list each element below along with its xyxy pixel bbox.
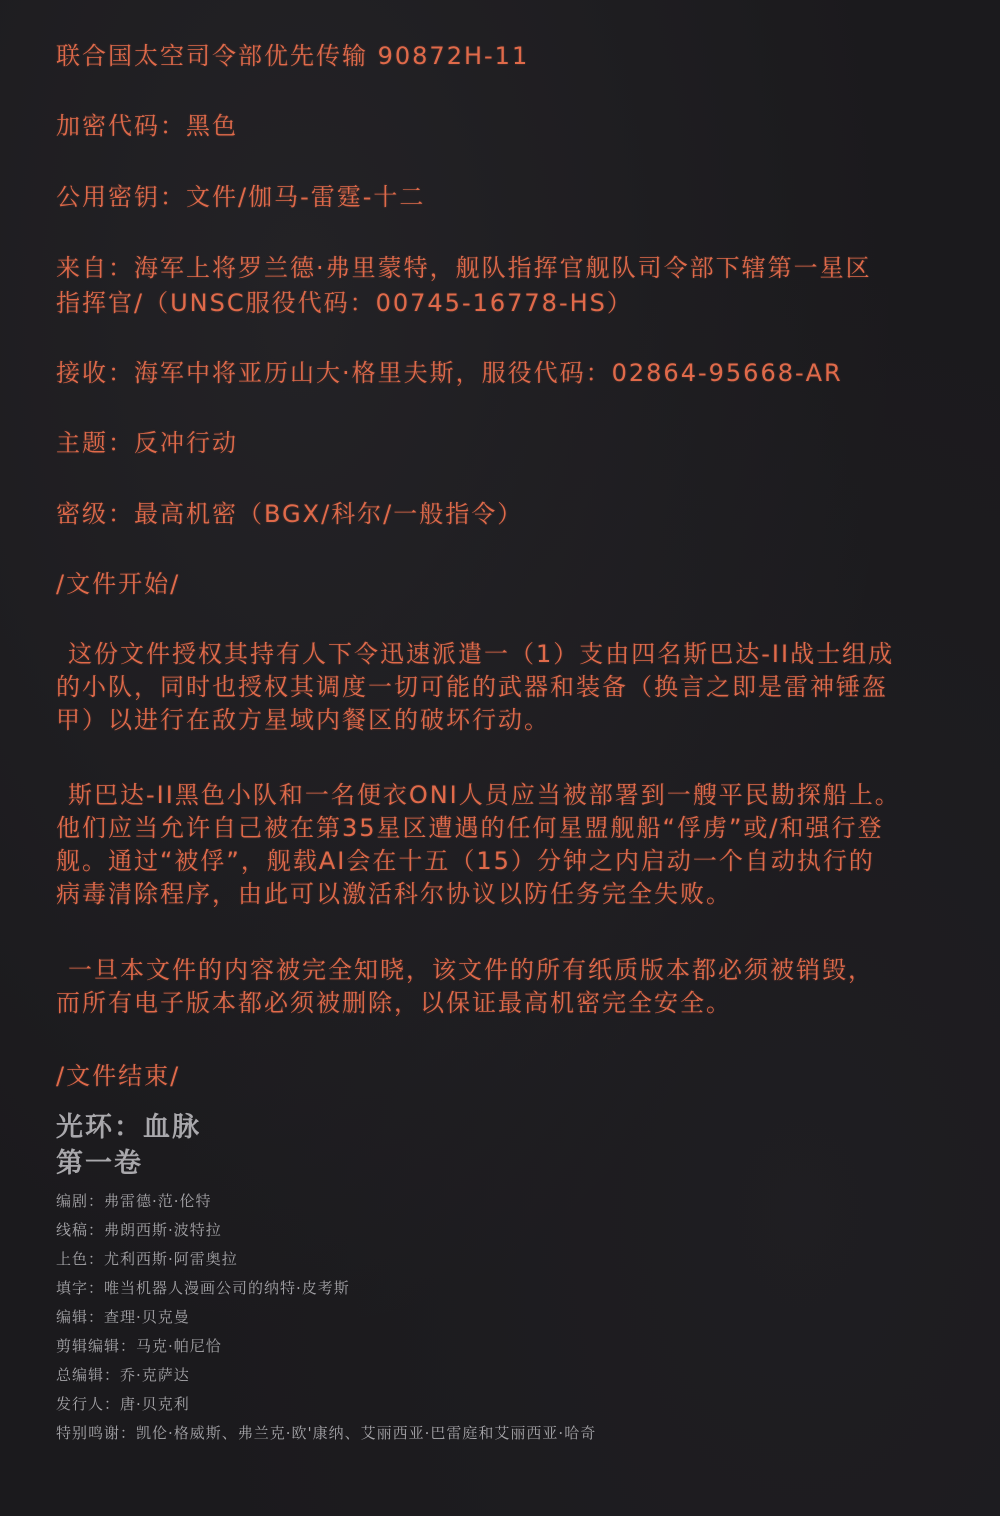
body-paragraph-3 (56, 954, 936, 1020)
from-line: 来自：海军上将罗兰德·弗里蒙特，舰队指挥官舰队司令部下辖第一星区 (56, 254, 872, 282)
to-line: 接收：海军中将亚历山大·格里夫斯，服役代码：02864-95668-AR (56, 359, 843, 387)
credit-writer: 编剧：弗雷德·范·伦特 (56, 1192, 212, 1210)
classification-line: 密级：最高机密（BGX/科尔/一般指令） (56, 500, 524, 528)
paragraph-line: 的小队，同时也授权其调度一切可能的武器和装备（换言之即是雷神锤盔 (56, 673, 888, 701)
paragraph-line: 他们应当允许自己被在第35星区遭遇的任何星盟舰船“俘虏”或/和强行登 (56, 814, 884, 842)
body-paragraph-1 (56, 638, 936, 737)
credit-special-thanks: 特别鸣谢：凯伦·格威斯、弗兰克·欧'康纳、艾丽西亚·巴雷庭和艾丽西亚·哈奇 (56, 1424, 597, 1442)
subject-line: 主题：反冲行动 (56, 429, 238, 457)
book-title: 光环：血脉 (56, 1112, 201, 1143)
public-key-line: 公用密钥：文件/伽马-雷霆-十二 (56, 183, 426, 211)
paragraph-line: 舰。通过“被俘”，舰载AI会在十五（15）分钟之内启动一个自动执行的 (56, 847, 875, 875)
credit-pencils: 线稿：弗朗西斯·波特拉 (56, 1221, 222, 1239)
credit-colors: 上色：尤利西斯·阿雷奥拉 (56, 1250, 238, 1268)
from-line-continued: 指挥官/（UNSC服役代码：00745-16778-HS） (56, 289, 633, 317)
paragraph-line: 这份文件授权其持有人下令迅速派遣一（1）支由四名斯巴达-II战士组成 (68, 640, 895, 668)
document-end-marker: /文件结束/ (56, 1062, 181, 1090)
credit-assistant-editor: 剪辑编辑：马克·帕尼恰 (56, 1337, 222, 1355)
credits-block (56, 1110, 956, 1448)
paragraph-line: 病毒清除程序，由此可以激活科尔协议以防任务完全失败。 (56, 880, 732, 908)
credits-list (56, 1187, 956, 1448)
paragraph-line: 甲）以进行在敌方星域内餐区的破坏行动。 (56, 706, 550, 734)
credit-editor-in-chief: 总编辑：乔·克萨达 (56, 1366, 190, 1384)
transmission-line: 联合国太空司令部优先传输 90872H-11 (56, 42, 530, 70)
document-begin-marker: /文件开始/ (56, 570, 181, 598)
body-paragraph-2 (56, 779, 936, 911)
credit-publisher: 发行人：唐·贝克利 (56, 1395, 190, 1413)
credit-letters: 填字：唯当机器人漫画公司的纳特·皮考斯 (56, 1279, 350, 1297)
credit-editor: 编辑：查理·贝克曼 (56, 1308, 190, 1326)
paragraph-line: 斯巴达-II黑色小队和一名便衣ONI人员应当被部署到一艘平民勘探船上。 (68, 781, 901, 809)
paragraph-line: 而所有电子版本都必须被删除，以保证最高机密完全安全。 (56, 989, 732, 1017)
paragraph-line: 一旦本文件的内容被完全知晓，该文件的所有纸质版本都必须被销毁， (68, 956, 874, 984)
volume-title: 第一卷 (56, 1148, 143, 1179)
encryption-line: 加密代码：黑色 (56, 112, 238, 140)
